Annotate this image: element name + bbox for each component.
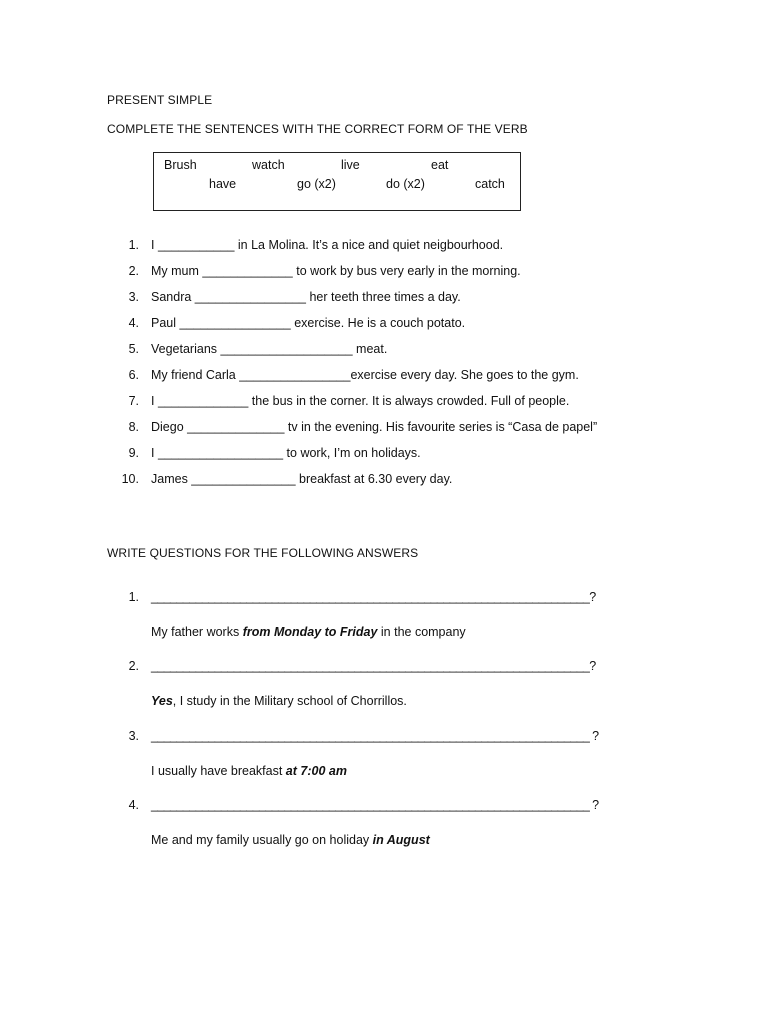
answer-text bbox=[151, 764, 347, 778]
answer-text-part: in the company bbox=[377, 625, 466, 639]
sentence-text: I ___________ in La Molina. It’s a nice and quiet neigbourhood. bbox=[151, 238, 504, 252]
answer-emphasis: in August bbox=[372, 833, 430, 847]
sentence-number: 2. bbox=[128, 264, 139, 278]
instruction-complete-sentences: COMPLETE THE SENTENCES WITH THE CORRECT FORM OF THE VERB bbox=[107, 122, 528, 136]
verb-word: eat bbox=[431, 158, 449, 172]
sentence-number: 6. bbox=[128, 368, 139, 382]
sentence-text: James _______________ breakfast at 6.30 every day. bbox=[151, 472, 453, 486]
sentence-text: I _____________ the bus in the corner. It is always crowded. Full of people. bbox=[151, 394, 570, 408]
sentence-text: Paul ________________ exercise. He is a couch potato. bbox=[151, 316, 466, 330]
verb-word: catch bbox=[475, 177, 505, 191]
answer-text bbox=[151, 833, 430, 847]
verb-word: Brush bbox=[164, 158, 197, 172]
sentence-text: I __________________ to work, I’m on holidays. bbox=[151, 446, 421, 460]
answer-text bbox=[151, 694, 407, 708]
verb-word-box bbox=[153, 152, 521, 211]
answer-text-part: , I study in the Military school of Chorrillos. bbox=[172, 694, 407, 708]
question-number: 1. bbox=[128, 590, 139, 604]
question-answer-line: _____________________________________________________________________ ? bbox=[151, 798, 599, 812]
question-answer-line: _____________________________________________________________________? bbox=[151, 590, 596, 604]
answer-text-part: Me and my family usually go on holiday bbox=[151, 833, 373, 847]
verb-word: have bbox=[209, 177, 237, 191]
question-answer-line: _____________________________________________________________________? bbox=[151, 659, 596, 673]
sentence-number: 10. bbox=[121, 472, 139, 486]
verb-word: go (x2) bbox=[297, 177, 336, 191]
answer-emphasis: at 7:00 am bbox=[285, 764, 347, 778]
verb-word: live bbox=[341, 158, 360, 172]
answer-text bbox=[151, 625, 466, 639]
sentence-number: 9. bbox=[128, 446, 139, 460]
question-number: 3. bbox=[128, 729, 139, 743]
sentence-text: Sandra ________________ her teeth three times a day. bbox=[151, 290, 461, 304]
sentence-number: 3. bbox=[128, 290, 139, 304]
question-number: 4. bbox=[128, 798, 139, 812]
sentence-number: 7. bbox=[128, 394, 139, 408]
sentence-number: 8. bbox=[128, 420, 139, 434]
page-title: PRESENT SIMPLE bbox=[107, 93, 213, 107]
verb-word: do (x2) bbox=[386, 177, 425, 191]
sentence-number: 5. bbox=[128, 342, 139, 356]
instruction-write-questions: WRITE QUESTIONS FOR THE FOLLOWING ANSWERS bbox=[107, 546, 419, 560]
sentence-text: My friend Carla ________________exercise every day. She goes to the gym. bbox=[151, 368, 579, 382]
sentence-text: Diego ______________ tv in the evening. His favourite series is “Casa de papel” bbox=[151, 420, 598, 434]
question-answer-line: _____________________________________________________________________ ? bbox=[151, 729, 599, 743]
sentence-text: My mum _____________ to work by bus very early in the morning. bbox=[151, 264, 521, 278]
answer-emphasis: Yes bbox=[151, 694, 173, 708]
answer-text-part: I usually have breakfast bbox=[151, 764, 286, 778]
sentence-text: Vegetarians ___________________ meat. bbox=[151, 342, 388, 356]
sentence-number: 1. bbox=[128, 238, 139, 252]
question-number: 2. bbox=[128, 659, 139, 673]
verb-word: watch bbox=[252, 158, 285, 172]
sentence-number: 4. bbox=[128, 316, 139, 330]
answer-text-part: My father works bbox=[151, 625, 243, 639]
answer-emphasis: from Monday to Friday bbox=[242, 625, 378, 639]
